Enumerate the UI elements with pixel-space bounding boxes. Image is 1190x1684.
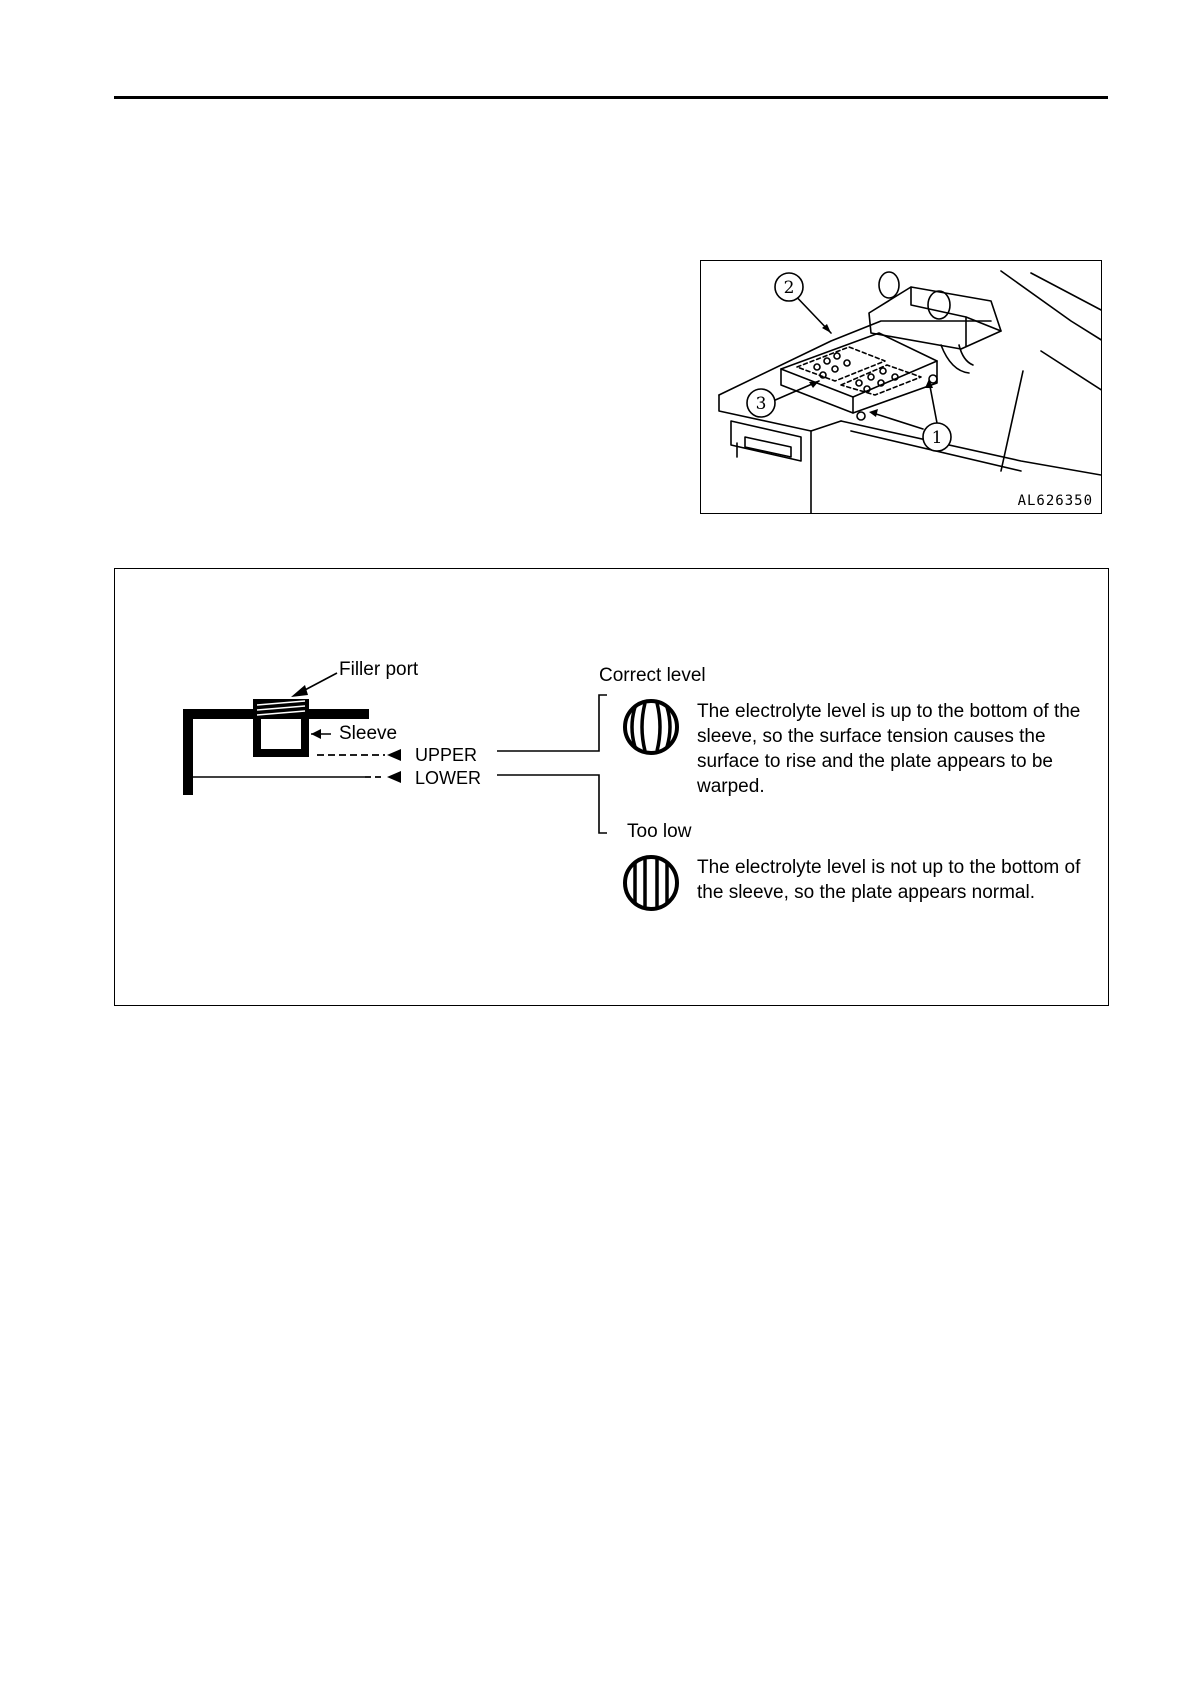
callout-1-label: 1	[931, 428, 943, 448]
lower-level-label: LOWER	[415, 768, 482, 788]
correct-level-description: The electrolyte level is up to the bottom of the sleeve, so the surface tension causes the surface to rise and the plate appears to be warped.	[697, 701, 1081, 797]
figure-code: AL626350	[1017, 493, 1093, 509]
battery-compartment-drawing	[701, 261, 1102, 514]
filler-port-label: Filler port	[339, 659, 419, 680]
header-rule	[114, 96, 1108, 99]
callout-2-label: 2	[783, 278, 795, 298]
too-low-title: Too low	[627, 821, 692, 842]
normal-plate-icon	[625, 857, 677, 909]
upper-level-label: UPPER	[415, 745, 478, 765]
battery-location-figure	[700, 260, 1102, 514]
too-low-description: The electrolyte level is not up to the bottom of the sleeve, so the plate appears normal.	[697, 857, 1081, 903]
correct-level-title: Correct level	[599, 665, 706, 686]
sleeve-label: Sleeve	[339, 723, 398, 744]
warped-plate-icon	[625, 701, 677, 753]
callout-3-label: 3	[755, 394, 767, 414]
electrolyte-level-diagram-box	[114, 568, 1109, 1006]
